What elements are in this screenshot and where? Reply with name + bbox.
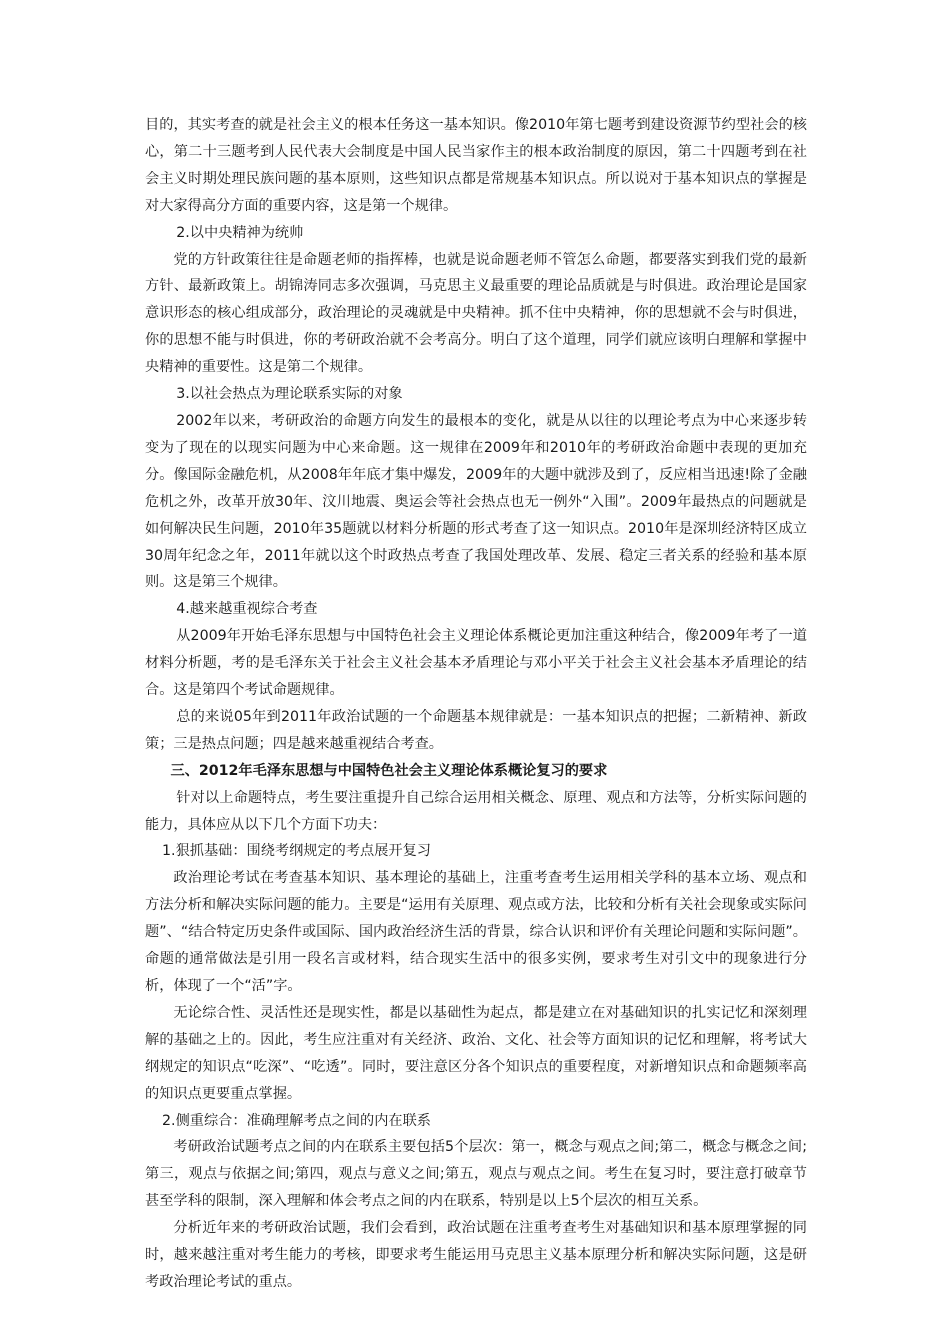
paragraph-basic-knowledge-conclusion: 目的，其实考查的就是社会主义的根本任务这一基本知识。像2010年第七题考到建设资源节约型社会的核心，第二十三题考到人民代表大会制度是中国人民当家作主的根本政治制度的原因，第二十四题考到在社会主义时期处理民族问题的基本原则，这些知识点都是常规基本知识点。所以说对于基本知识点的掌握是对大家得高分方面的重要内容，这是第一个规律。 [145, 117, 807, 214]
paragraph-integration-analysis: 分析近年来的考研政治试题，我们会看到，政治试题在注重考查考生对基础知识和基本原理掌握的同时，越来越注重对考生能力的考核，即要求考生能运用马克思主义基本原理分析和解决实际问题，这是研考政治理论考试的重点。 [145, 1220, 807, 1290]
subheading-social-hotspots: 3.以社会热点为理论联系实际的对象 [176, 386, 403, 403]
paragraph-central-spirit: 党的方针政策往往是命题老师的指挥棒，也就是说命题老师不管怎么命题，都要落实到我们党的最新方针、最新政策上。胡锦涛同志多次强调，马克思主义最重要的理论品质就是与时俱进。政治理论是国家意识形态的核心组成部分，政治理论的灵魂就是中央精神。抓不住中央精神，你的思想就不会与时俱进，你的思想不能与时俱进，你的考研政治就不会考高分。明白了这个道理，同学们就应该明白理解和掌握中央精神的重要性。这是第二个规律。 [145, 251, 807, 376]
paragraph-summary: 总的来说05年到2011年政治试题的一个命题基本规律就是：一基本知识点的把握；二新精神、新政策；三是热点问题；四是越来越重视结合考查。 [145, 708, 807, 752]
subheading-comprehensive-exam: 4.越来越重视综合考查 [176, 601, 318, 618]
document-page [145, 112, 807, 1296]
section-heading-review-requirements: 三、2012年毛泽东思想与中国特色社会主义理论体系概论复习的要求 [170, 762, 608, 779]
subheading-central-spirit: 2.以中央精神为统帅 [176, 224, 304, 241]
paragraph-comprehensive-exam: 从2009年开始毛泽东思想与中国特色社会主义理论体系概论更加注重这种结合，像2009年考了一道材料分析题，考的是毛泽东关于社会主义社会基本矛盾理论与邓小平关于社会主义社会基本矛盾理论的结合。这是第四个考试命题规律。 [145, 628, 807, 699]
paragraph-social-hotspots: 2002年以来，考研政治的命题方向发生的最根本的变化，就是从以往的以理论考点为中心来逐步转变为了现在的以现实问题为中心来命题。这一规律在2009年和2010年的考研政治命题中表现的更加充分。像国际金融危机，从2008年年底才集中爆发，2009年的大题中就涉及到了，反应相当迅速!除了金融危机之外，改革开放30年、汶川地震、奥运会等社会热点也无一例外“入围”。2009年最热点的问题就是如何解决民生问题，2010年35题就以材料分析题的形式考查了这一知识点。2010年是深圳经济特区成立30周年纪念之年，2011年就以这个时政热点考查了我国处理改革、发展、稳定三者关系的经验和基本原则。这是第三个规律。 [145, 412, 807, 591]
paragraph-integration-levels: 考研政治试题考点之间的内在联系主要包括5个层次：第一，概念与观点之间;第二，概念与概念之间;第三，观点与依据之间;第四，观点与意义之间;第五，观点与观点之间。考生在复习时，要注意打破章节甚至学科的限制，深入理解和体会考点之间的内在联系，特别是以上5个层次的相互关系。 [145, 1139, 807, 1210]
paragraph-review-intro: 针对以上命题特点，考生要注重提升自己综合运用相关概念、原理、观点和方法等，分析实际问题的能力，具体应从以下几个方面下功夫： [145, 789, 807, 833]
subheading-integration: 2.侧重综合：准确理解考点之间的内在联系 [162, 1112, 431, 1129]
subheading-basics: 1.狠抓基础：围绕考纲规定的考点展开复习 [162, 843, 431, 860]
paragraph-basics-ability: 政治理论考试在考查基本知识、基本理论的基础上，注重考查考生运用相关学科的基本立场、观点和方法分析和解决实际问题的能力。主要是“运用有关原理、观点或方法，比较和分析有关社会现象或实际问题”、“结合特定历史条件或国际、国内政治经济生活的背景，综合认识和评价有关理论问题和实际问题”。命题的通常做法是引用一段名言或材料，结合现实生活中的很多实例，要求考生对引文中的现象进行分析，体现了一个“活”字。 [145, 870, 807, 994]
paragraph-basics-memory: 无论综合性、灵活性还是现实性，都是以基础性为起点，都是建立在对基础知识的扎实记忆和深刻理解的基础之上的。因此，考生应注重对有关经济、政治、文化、社会等方面知识的记忆和理解，将考试大纲规定的知识点“吃深”、“吃透”。同时，要注意区分各个知识点的重要程度，对新增知识点和命题频率高的知识点更要重点掌握。 [145, 1004, 807, 1102]
